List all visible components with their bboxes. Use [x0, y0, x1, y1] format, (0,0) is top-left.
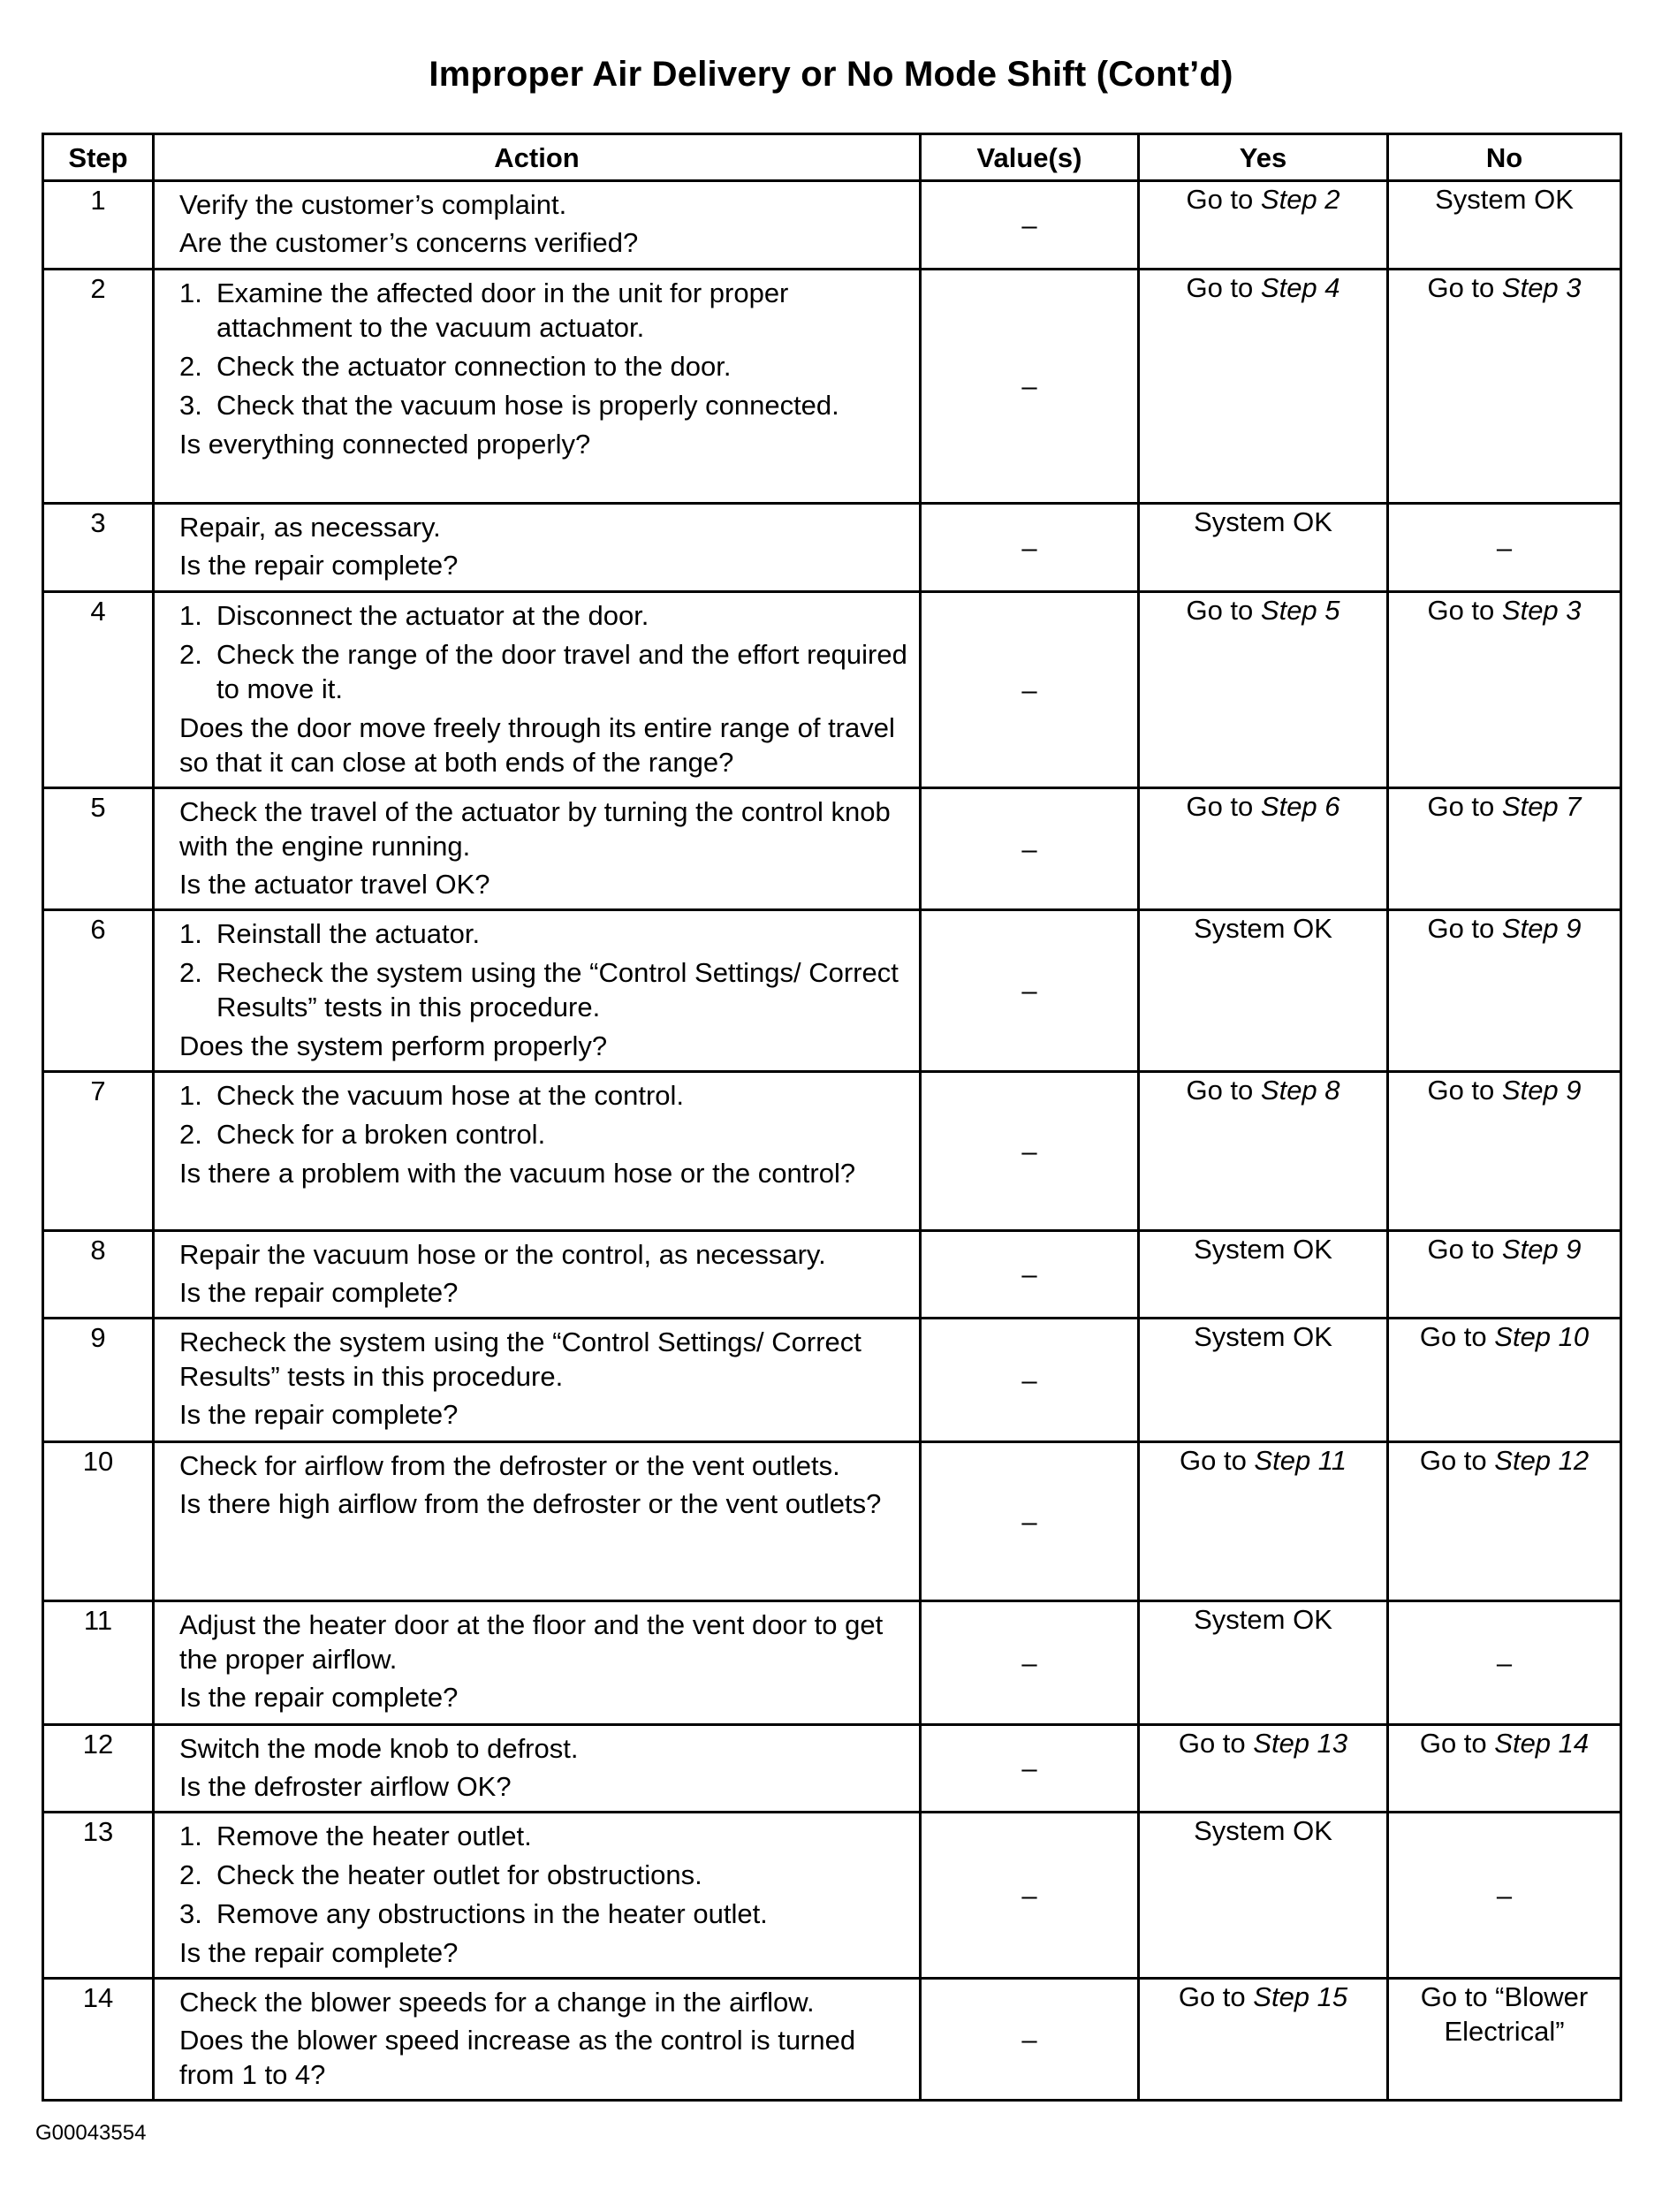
yes-cell — [1139, 1442, 1388, 1601]
substep-text: Reinstall the actuator. — [216, 918, 481, 949]
question-text: Is the defroster airflow OK? — [179, 1771, 512, 1802]
substep-item — [179, 1117, 910, 1152]
no-cell — [1388, 1231, 1621, 1319]
step-reference: Step 8 — [1260, 1075, 1340, 1106]
substep-number: 1. — [179, 918, 202, 949]
value-text: – — [1021, 1506, 1037, 1537]
table-row — [43, 181, 1621, 270]
no-cell — [1388, 1979, 1621, 2101]
instruction-text: Verify the customer’s complaint. — [179, 189, 567, 220]
table-row — [43, 1072, 1621, 1231]
table-row — [43, 1725, 1621, 1813]
table-body — [43, 181, 1621, 2101]
figure-id: G00043554 — [35, 2121, 147, 2145]
yes-text: Go to — [1186, 791, 1261, 822]
substep-list — [179, 916, 910, 1024]
instruction-text: Repair the vacuum hose or the control, as necessary. — [179, 1239, 826, 1270]
action-cell — [154, 504, 921, 592]
action-cell — [154, 1072, 921, 1231]
yes-cell — [1139, 1979, 1388, 2101]
no-cell — [1388, 788, 1621, 910]
step-reference: Step 15 — [1253, 1981, 1348, 2012]
substep-text: Remove any obstructions in the heater outlet. — [216, 1898, 768, 1929]
no-text: – — [1496, 1880, 1513, 1911]
action-cell — [154, 1319, 921, 1442]
step-reference: Step 3 — [1501, 272, 1582, 303]
question-text: Is the actuator travel OK? — [179, 869, 490, 900]
yes-text: Go to — [1186, 595, 1261, 626]
substep-item — [179, 1858, 910, 1892]
action-cell — [154, 788, 921, 910]
substep-text: Check the vacuum hose at the control. — [216, 1080, 685, 1111]
yes-text: System OK — [1194, 506, 1332, 537]
substep-text: Remove the heater outlet. — [216, 1821, 532, 1851]
value-text: – — [1021, 1880, 1037, 1911]
substep-item — [179, 916, 910, 951]
table-row — [43, 1442, 1621, 1601]
no-cell — [1388, 504, 1621, 592]
table-row — [43, 504, 1621, 592]
step-number: 1 — [43, 181, 154, 270]
value-cell — [921, 1601, 1139, 1725]
substep-item — [179, 637, 910, 706]
action-cell — [154, 1979, 921, 2101]
value-text: – — [1021, 1136, 1037, 1167]
value-text: – — [1021, 1364, 1037, 1395]
yes-text: Go to — [1186, 272, 1261, 303]
substep-item — [179, 349, 910, 384]
step-number: 6 — [43, 910, 154, 1072]
no-text: Go to “Blower Electrical” — [1420, 1981, 1589, 2047]
value-cell — [921, 910, 1139, 1072]
yes-cell — [1139, 910, 1388, 1072]
step-number: 13 — [43, 1813, 154, 1979]
yes-text: Go to — [1186, 1075, 1261, 1106]
header-values: Value(s) — [921, 134, 1139, 181]
value-cell — [921, 270, 1139, 504]
table-row — [43, 788, 1621, 910]
question-text: Are the customer’s concerns verified? — [179, 227, 639, 258]
table-header-row — [43, 134, 1621, 181]
instruction-text: Recheck the system using the “Control Settings/ Correct Results” tests in this procedure. — [179, 1326, 861, 1392]
yes-text: System OK — [1194, 1815, 1332, 1846]
value-text: – — [1021, 1647, 1037, 1678]
value-cell — [921, 788, 1139, 910]
step-reference: Step 9 — [1501, 1234, 1582, 1265]
no-cell — [1388, 1319, 1621, 1442]
question-text: Is the repair complete? — [179, 1937, 459, 1968]
question-text: Is there a problem with the vacuum hose or the control? — [179, 1158, 856, 1189]
value-text: – — [1021, 833, 1037, 864]
table-row — [43, 1601, 1621, 1725]
value-cell — [921, 1072, 1139, 1231]
no-text: – — [1496, 1647, 1513, 1678]
value-text: – — [1021, 1752, 1037, 1784]
value-text: – — [1021, 209, 1037, 240]
step-reference: Step 9 — [1501, 1075, 1582, 1106]
no-cell — [1388, 270, 1621, 504]
substep-list — [179, 1078, 910, 1152]
substep-text: Examine the affected door in the unit for proper attachment to the vacuum actuator. — [216, 277, 789, 343]
yes-cell — [1139, 592, 1388, 788]
instruction-text: Repair, as necessary. — [179, 512, 441, 543]
yes-text: System OK — [1194, 913, 1332, 944]
no-cell — [1388, 1725, 1621, 1813]
substep-number: 3. — [179, 390, 202, 421]
substep-number: 3. — [179, 1898, 202, 1929]
step-number: 10 — [43, 1442, 154, 1601]
no-cell — [1388, 910, 1621, 1072]
substep-number: 1. — [179, 1821, 202, 1851]
substep-item — [179, 598, 910, 633]
yes-cell — [1139, 181, 1388, 270]
value-cell — [921, 1442, 1139, 1601]
step-number: 11 — [43, 1601, 154, 1725]
yes-text: Go to — [1186, 184, 1261, 215]
value-cell — [921, 504, 1139, 592]
header-step: Step — [43, 134, 154, 181]
no-cell — [1388, 1601, 1621, 1725]
step-number: 2 — [43, 270, 154, 504]
yes-text: System OK — [1194, 1321, 1332, 1352]
step-number: 7 — [43, 1072, 154, 1231]
step-reference: Step 13 — [1253, 1728, 1348, 1759]
yes-cell — [1139, 1813, 1388, 1979]
step-number: 8 — [43, 1231, 154, 1319]
table-row — [43, 270, 1621, 504]
step-reference: Step 10 — [1494, 1321, 1590, 1352]
instruction-text: Check the travel of the actuator by turning the control knob with the engine running. — [179, 796, 891, 862]
action-cell — [154, 592, 921, 788]
table-row — [43, 1319, 1621, 1442]
value-text: – — [1021, 1258, 1037, 1290]
action-cell — [154, 1601, 921, 1725]
substep-item — [179, 1897, 910, 1931]
substep-text: Check that the vacuum hose is properly connected. — [216, 390, 839, 421]
substep-item — [179, 388, 910, 422]
substep-number: 2. — [179, 1859, 202, 1890]
table-row — [43, 592, 1621, 788]
yes-text: System OK — [1194, 1604, 1332, 1635]
yes-text: Go to — [1179, 1445, 1255, 1476]
substep-text: Disconnect the actuator at the door. — [216, 600, 649, 631]
value-cell — [921, 1231, 1139, 1319]
diagnostic-table — [42, 133, 1622, 2102]
action-cell — [154, 181, 921, 270]
header-no: No — [1388, 134, 1621, 181]
question-text: Does the blower speed increase as the control is turned from 1 to 4? — [179, 2025, 856, 2090]
substep-text: Check the heater outlet for obstructions. — [216, 1859, 702, 1890]
step-reference: Step 11 — [1254, 1445, 1347, 1476]
no-text: Go to — [1427, 913, 1502, 944]
substep-list — [179, 276, 910, 422]
substep-text: Check the range of the door travel and the effort required to move it. — [216, 639, 907, 704]
yes-text: Go to — [1178, 1981, 1254, 2012]
no-text: – — [1496, 532, 1513, 563]
step-number: 5 — [43, 788, 154, 910]
no-text: Go to — [1427, 791, 1502, 822]
yes-cell — [1139, 788, 1388, 910]
value-cell — [921, 1725, 1139, 1813]
instruction-text: Check for airflow from the defroster or the vent outlets. — [179, 1450, 840, 1481]
action-cell — [154, 1231, 921, 1319]
no-text: Go to — [1419, 1445, 1495, 1476]
step-reference: Step 14 — [1494, 1728, 1590, 1759]
value-text: – — [1021, 975, 1037, 1007]
no-text: Go to — [1419, 1728, 1495, 1759]
yes-cell — [1139, 1072, 1388, 1231]
substep-number: 2. — [179, 1119, 202, 1150]
no-text: Go to — [1427, 272, 1502, 303]
substep-number: 2. — [179, 351, 202, 382]
substep-list — [179, 1819, 910, 1931]
value-cell — [921, 592, 1139, 788]
header-yes: Yes — [1139, 134, 1388, 181]
instruction-text: Check the blower speeds for a change in the airflow. — [179, 1987, 815, 2018]
no-text: Go to — [1427, 1075, 1502, 1106]
table-row — [43, 1231, 1621, 1319]
question-text: Is the repair complete? — [179, 550, 459, 581]
question-text: Does the system perform properly? — [179, 1030, 608, 1061]
substep-number: 2. — [179, 957, 202, 988]
value-text: – — [1021, 532, 1037, 563]
no-cell — [1388, 592, 1621, 788]
step-reference: Step 12 — [1494, 1445, 1590, 1476]
question-text: Is the repair complete? — [179, 1399, 459, 1430]
step-number: 14 — [43, 1979, 154, 2101]
yes-cell — [1139, 1601, 1388, 1725]
no-cell — [1388, 181, 1621, 270]
action-cell — [154, 270, 921, 504]
action-cell — [154, 1442, 921, 1601]
question-text: Is there high airflow from the defroster or the vent outlets? — [179, 1488, 882, 1519]
yes-text: System OK — [1194, 1234, 1332, 1265]
value-text: – — [1021, 370, 1037, 402]
no-cell — [1388, 1813, 1621, 1979]
step-number: 9 — [43, 1319, 154, 1442]
substep-number: 1. — [179, 1080, 202, 1111]
no-text: Go to — [1419, 1321, 1495, 1352]
step-reference: Step 6 — [1260, 791, 1340, 822]
action-cell — [154, 910, 921, 1072]
question-text: Is everything connected properly? — [179, 429, 591, 460]
substep-list — [179, 598, 910, 706]
no-cell — [1388, 1442, 1621, 1601]
substep-item — [179, 1819, 910, 1853]
substep-text: Check the actuator connection to the door. — [216, 351, 732, 382]
no-text: System OK — [1435, 184, 1574, 215]
substep-item — [179, 276, 910, 345]
step-reference: Step 2 — [1260, 184, 1340, 215]
header-action: Action — [154, 134, 921, 181]
substep-item — [179, 955, 910, 1024]
value-text: – — [1021, 2024, 1037, 2055]
no-text: Go to — [1427, 595, 1502, 626]
yes-cell — [1139, 1319, 1388, 1442]
yes-cell — [1139, 1725, 1388, 1813]
no-text: Go to — [1427, 1234, 1502, 1265]
substep-text: Check for a broken control. — [216, 1119, 546, 1150]
value-cell — [921, 1813, 1139, 1979]
substep-number: 2. — [179, 639, 202, 670]
yes-cell — [1139, 270, 1388, 504]
step-number: 4 — [43, 592, 154, 788]
step-number: 12 — [43, 1725, 154, 1813]
no-cell — [1388, 1072, 1621, 1231]
instruction-text: Switch the mode knob to defrost. — [179, 1733, 579, 1764]
yes-cell — [1139, 504, 1388, 592]
value-text: – — [1021, 674, 1037, 705]
page-title: Improper Air Delivery or No Mode Shift (Cont’d) — [429, 55, 1233, 94]
value-cell — [921, 181, 1139, 270]
question-text: Is the repair complete? — [179, 1682, 459, 1713]
question-text: Does the door move freely through its entire range of travel so that it can close at both ends of the range? — [179, 712, 895, 778]
question-text: Is the repair complete? — [179, 1277, 459, 1308]
step-reference: Step 4 — [1260, 272, 1340, 303]
step-number: 3 — [43, 504, 154, 592]
instruction-text: Adjust the heater door at the floor and the vent door to get the proper airflow. — [179, 1609, 884, 1675]
step-reference: Step 3 — [1501, 595, 1582, 626]
step-reference: Step 5 — [1260, 595, 1340, 626]
yes-text: Go to — [1178, 1728, 1254, 1759]
table-row — [43, 1979, 1621, 2101]
substep-number: 1. — [179, 600, 202, 631]
table-row — [43, 910, 1621, 1072]
action-cell — [154, 1725, 921, 1813]
action-cell — [154, 1813, 921, 1979]
substep-number: 1. — [179, 277, 202, 308]
substep-item — [179, 1078, 910, 1113]
step-reference: Step 9 — [1501, 913, 1582, 944]
substep-text: Recheck the system using the “Control Settings/ Correct Results” tests in this procedure. — [216, 957, 899, 1022]
value-cell — [921, 1319, 1139, 1442]
table-row — [43, 1813, 1621, 1979]
yes-cell — [1139, 1231, 1388, 1319]
step-reference: Step 7 — [1501, 791, 1582, 822]
value-cell — [921, 1979, 1139, 2101]
